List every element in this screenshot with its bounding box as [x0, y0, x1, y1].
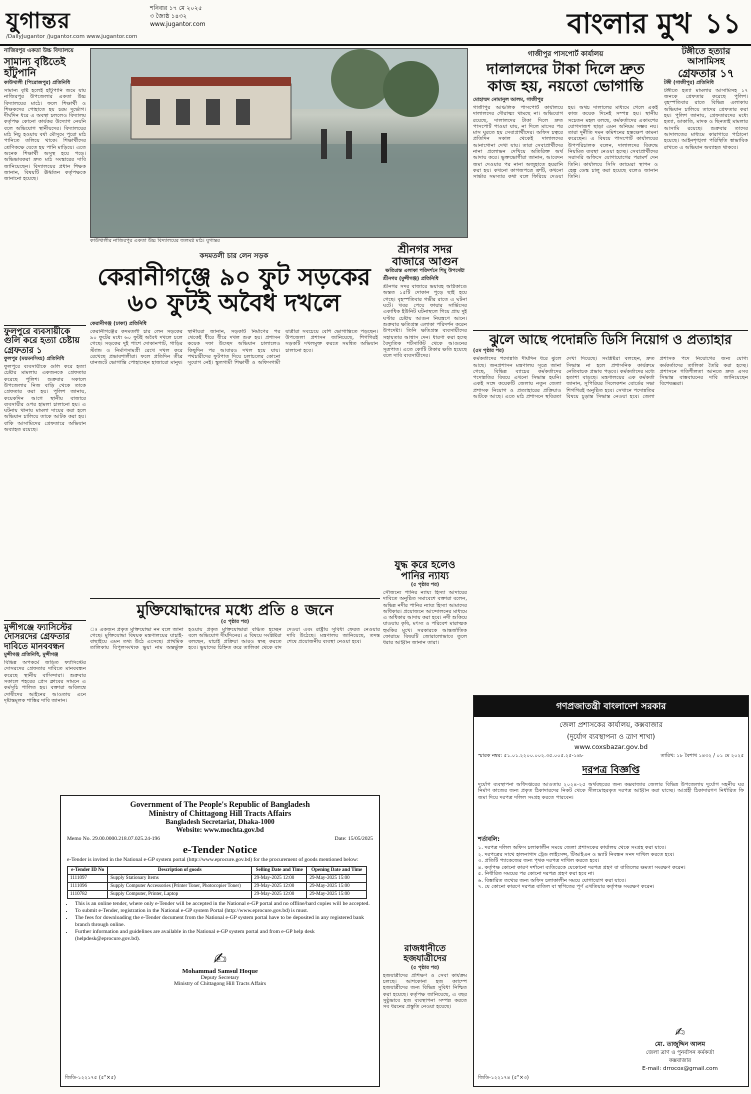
article-continued: (৫ পৃষ্ঠার পর) [220, 618, 250, 625]
list-item: ৫. নির্ধারিত সময়ের পর কোনো দরপত্র গ্রহণ করা হবে না। [478, 871, 595, 877]
tender-table [67, 866, 367, 899]
table-row [68, 875, 367, 883]
ad-title: দরপত্র বিজ্ঞপ্তি [582, 765, 640, 776]
article-water [383, 560, 467, 930]
page-title: বাংলার মুখ [567, 7, 691, 40]
article-freedom-fighters [90, 602, 380, 805]
article-body: টঙ্গীতে হত্যা মামলার আসামিসহ ১৭ জনকে গ্রেফতার করেছে পুলিশ। বৃহস্পতিবার রাতে বিভিন্ন এলাকায় অভিযান চালিয়ে তাদের গ্রেফতার করা হয়। পুলিশ জানায়, গ্রেফতারদের মধ্যে হত্যা, ডাকাতি, মাদক ও ছিনতাই মামলার আসামি রয়েছে। শুক্রবার তাদের আদালতের মাধ্যমে কারাগারে পাঠানো হয়েছে। আইনশৃঙ্খলা পরিস্থিতি স্বাভাবিক রাখতে এ অভিযান অব্যাহত থাকবে। [664, 87, 748, 151]
article-kicker: নাজিরপুর একতা উচ্চ বিদ্যালয়ে [4, 48, 74, 54]
table-cell: 29-May-2025 12:00 [252, 891, 307, 899]
article-hajj [383, 945, 467, 1083]
ad-terms [474, 845, 748, 891]
ad-date: তারিখ: ১৮ বৈশাখ ১৪৩২ / ০১ মে ২০২৫ [660, 753, 744, 759]
list-item: ২. দরপত্রের সাথে হালনাগাদ ট্রেড লাইসেন্স, টিআইএন ও ভ্যাট নিবন্ধন সনদ দাখিল করতে হবে। [478, 851, 675, 858]
ad-signer-title: Deputy Secretary [200, 975, 240, 981]
ad-website[interactable]: Website: www.mochta.gov.bd [176, 826, 264, 834]
table-cell: 1110782 [68, 891, 108, 899]
table-cell: 1111096 [68, 883, 108, 891]
ad-terms-label: শর্তাবলি: [478, 836, 500, 843]
tender-advertisement [60, 795, 380, 1087]
table-row [68, 883, 367, 891]
ad-signer-title: জেলা ত্রাণ ও পুনর্বাসন কর্মকর্তা [646, 1050, 714, 1056]
table-header: Selling Date and Time [252, 867, 307, 875]
flooded-school-illustration [91, 49, 467, 237]
table-cell: 29-May-2025 12:00 [252, 875, 307, 883]
date-gregorian: শনিবার ১৭ মে ২০২৫ [150, 5, 203, 12]
table-cell: Supply Computer, Printer, Laptop [108, 891, 252, 899]
ad-code: জিডি-১২২১৭৪ (৫"×৩) [478, 1075, 529, 1081]
divider [473, 330, 748, 331]
article-munshiganj [4, 624, 86, 800]
notice-advertisement [473, 695, 749, 1087]
article-byline: টঙ্গী (গাজীপুর) প্রতিনিধি [664, 79, 714, 86]
article-kicker: টঙ্গীতে হত্যার আসামিসহ [681, 47, 731, 67]
article-headline[interactable]: ফুলপুরে ব্যবসায়ীকে গুলি করে হত্যা চেষ্টায় গ্রেফতার ১ [4, 327, 80, 356]
article-continued: (৫ পৃষ্ঠার পর) [410, 582, 440, 588]
article-body: কেরানীগঞ্জের কদমতলী চার লেন সড়কের ৯০ ফুটের মধ্যে ৬০ ফুটই অবৈধ দখলে চলে গেছে। সড়কের দুই পাশে দোকানপাট, গাড়ির স্ট্যান্ড ও নির্মাণসামগ্রী রেখে দখল করে রেখেছে প্রভাবশালীরা। ফলে প্রতিদিন তীব্র যানজটে ভোগান্তি পোহাচ্ছেন হাজারো মানুষ। স্থানীয়রা জানান, সড়কটি নির্মাণের পর থেকেই ধীরে ধীরে দখল শুরু হয়। প্রশাসন কয়েক দফা উচ্ছেদ অভিযান চালালেও কিছুদিন পর আবারও দখল হয়ে যায়। পথচারীদের ফুটপাত দিয়ে চলাচলের কোনো সুযোগ নেই। স্কুলগামী শিক্ষার্থী ও অফিসগামী যাত্রীরা সবচেয়ে বেশি ভোগান্তিতে পড়ছেন। উপজেলা প্রশাসন জানিয়েছে, শিগগিরই সড়কটি দখলমুক্ত করতে সমন্বিত অভিযান চালানো হবে। [90, 328, 378, 367]
date-block [150, 5, 280, 29]
article-byline: মোহাম্মদ নোমানুল আলম, গাজীপুর [473, 97, 544, 103]
article-dc-appointment [473, 334, 748, 686]
article-headline[interactable]: মুক্তিযোদ্ধাদের মধ্যে প্রতি ৪ জনে [136, 601, 334, 619]
table-header: Description of goods [108, 867, 252, 875]
photo-caption: কাউখালীর নাজিরপুর একতা উচ্চ বিদ্যালয়ের জলমগ্ন মাঠ। যুগান্তর [90, 238, 220, 244]
article-byline: মুন্সীগঞ্জ প্রতিনিধি, মুন্সীগঞ্জ [4, 652, 59, 659]
article-byline: কেরানীগঞ্জ (ঢাকা) প্রতিনিধি [90, 320, 147, 327]
ad-signer: Mohammad Samsul Hoque [182, 968, 258, 975]
table-header: Opening Date and Time [307, 867, 367, 875]
article-body: শ্রীনগর সদর বাজারে ভয়াবহ অগ্নিকাণ্ডে অন্তত ১৫টি দোকান পুড়ে ছাই হয়ে গেছে। বৃহস্পতিবার গভীর রাতে এ ঘটনা ঘটে। খবর পেয়ে ফায়ার সার্ভিসের একাধিক ইউনিট ঘটনাস্থলে গিয়ে প্রায় দুই ঘণ্টার চেষ্টায় আগুন নিয়ন্ত্রণে আনে। শুক্রবার ক্ষতিগ্রস্ত এলাকা পরিদর্শন করেন উপদেষ্টা। তিনি ক্ষতিগ্রস্ত ব্যবসায়ীদের সহায়তার আশ্বাস দেন। ধারণা করা হচ্ছে বৈদ্যুতিক শর্টসার্কিট থেকে আগুনের সূত্রপাত। এতে কোটি টাকার ক্ষতি হয়েছে বলে দাবি ব্যবসায়ীদের। [383, 284, 467, 360]
list-item: ৩. প্রতিটি প্যাকেজের জন্য পৃথক দরপত্র দাখিল করতে হবে। [478, 858, 600, 864]
signature-icon: ✍ [213, 949, 227, 968]
article-headline[interactable]: যুদ্ধ করে হলেও পানির ন্যায্য [394, 560, 456, 582]
table-header-row [68, 867, 367, 875]
list-item: ৭. যে কোনো কারণে দরপত্র বাতিল বা স্থগিতের পূর্ণ এখতিয়ার কর্তৃপক্ষ সংরক্ষণ করেন। [478, 884, 655, 890]
table-header: e-Tender ID No [68, 867, 108, 875]
ad-memo: Memo No. 29.00.0000.218.07.025.24-196 [67, 836, 161, 842]
ad-email[interactable]: E-mail: drrocox@gmail.com [642, 1066, 718, 1072]
article-keraniganj [90, 250, 378, 619]
article-body: হজযাত্রীদের প্রশিক্ষণ ও সেবা কার্যক্রম চলছে। আশকোনা হজ ক্যাম্পে হজযাত্রীদের জন্য বিভিন্ন সুবিধা নিশ্চিত করা হয়েছে। কর্তৃপক্ষ জানিয়েছে, এ বছর সুষ্ঠুভাবে হজ ব্যবস্থাপনা সম্পন্ন করতে সব ধরনের প্রস্তুতি নেওয়া হয়েছে। [383, 972, 467, 1011]
social-links[interactable]: /DailyJugantor /jugantor.com www.jugantor.com [6, 34, 138, 40]
article-headline[interactable]: মুন্সীগঞ্জে ফ্যাসিস্টের দোসরদের গ্রেফতার দাবিতে মানববন্ধন [4, 623, 73, 652]
ad-memo: স্মারক নম্বর: ৫১.০১.২২০০.০০২.৩৫.০০৫.২৫-১৪৮ [478, 753, 584, 759]
article-gazipur [473, 48, 658, 330]
list-item: • To submit e-Tender, registration in the National e-GP system Portal (http://www.eprocure.gov.bd) is must. [75, 908, 371, 915]
article-tongi [664, 48, 748, 308]
date-bangla: ৩ জ্যৈষ্ঠ ১৪৩২ [150, 13, 187, 20]
masthead [0, 0, 751, 46]
article-body: সামান্য বৃষ্টি হলেই হাঁটুপানি জমে যায় নাজিরপুর উপজেলার একতা উচ্চ বিদ্যালয়ের মাঠে। ফলে শিক্ষার্থী ও শিক্ষকদের পোহাতে হয় চরম দুর্ভোগ। দীর্ঘদিন ধরে এ অবস্থা চললেও বিদ্যালয় কর্তৃপক্ষ কোনো কার্যকর উদ্যোগ নেয়নি বলে অভিযোগ স্থানীয়দের। বিদ্যালয়ের মাঠ নিচু হওয়ায় বর্ষা মৌসুমে পুরো মাঠ পানিতে তলিয়ে থাকে। শিক্ষার্থীদের শ্রেণিকক্ষে যেতে হয় পানি মাড়িয়ে। এতে অনেক শিক্ষার্থী অসুস্থ হয়ে পড়ে। অভিভাবকরা দ্রুত মাঠ সংস্কারের দাবি জানিয়েছেন। বিদ্যালয়ের প্রধান শিক্ষক জানান, বিষয়টি ঊর্ধ্বতন কর্তৃপক্ষকে জানানো হয়েছে। [4, 88, 86, 183]
ad-signature-block [620, 1025, 740, 1072]
ad-intro: e-Tender is invited in the National e-GP system portal (http://www.eprocure.gov.bd) for the procurement of goods mentioned below: [67, 857, 359, 863]
ad-code: জিডি-১২২১৭৫ (৫"×৫) [65, 1075, 116, 1081]
article-kicker: কদমতলী চার লেন সড়ক [199, 252, 269, 260]
ad-branch: (দুর্যোগ ব্যবস্থাপনা ও ত্রাণ শাখা) [566, 733, 656, 741]
article-byline: ফুলপুর (ময়মনসিংহ) প্রতিনিধি [4, 356, 65, 363]
signature-icon: ✍ [674, 1025, 686, 1039]
ad-body: দুর্যোগ ব্যবস্থাপনা অধিদপ্তরের আওতায় ২০২৪-২৫ অর্থবছরের জন্য কক্সবাজার জেলার বিভিন্ন উপজেলায় দুর্যোগ সহনীয় ঘর নির্মাণ কাজের জন্য প্রকৃত ঠিকাদারদের নিকট থেকে সীলমোহরকৃত দরপত্র আহ্বান করা যাচ্ছে। আগ্রহী ঠিকাদারগণ নির্ধারিত ফি জমা দিয়ে দরপত্র দলিল সংগ্রহ করতে পারবেন। [478, 782, 744, 801]
article-headline[interactable]: শ্রীনগর সদর বাজারে আগুন [392, 243, 458, 269]
divider [4, 620, 86, 621]
ad-title: e-Tender Notice [182, 844, 258, 856]
table-cell: 29-May-2025 15:00 [307, 891, 367, 899]
article-continued: (৫ম পৃষ্ঠার পর) [473, 348, 505, 355]
article-headline[interactable]: কেরানীগঞ্জে ৯০ ফুট সড়কের ৬০ ফুটই অবৈধ দখলে [97, 262, 371, 318]
article-body: বিভিন্ন অপকর্মে জড়িত ফ্যাসিস্টের দোসরদের গ্রেফতার দাবিতে মানববন্ধন করেছে স্থানীয় বাসিন্দারা। শুক্রবার সকালে শহরের প্রেস ক্লাবের সামনে এ কর্মসূচি পালিত হয়। বক্তারা অবিলম্বে দোষীদের আইনের আওতায় এনে দৃষ্টান্তমূলক শাস্তির দাবি জানান। [4, 660, 86, 704]
list-item: • This is an online tender, where only e-Tender will be accepted in the National e-GP portal and no offline/hard copies will be accepted. [75, 901, 371, 908]
ad-signer-org: Ministry of Chittagong Hill Tracts Affairs [173, 981, 267, 987]
article-kicker: গাজীপুর পাসপোর্ট কার্যালয় [527, 50, 604, 58]
ad-date: Date: 15/05/2025 [334, 836, 373, 842]
divider [4, 325, 86, 326]
list-item: ১. দরপত্র দলিল অফিস চলাকালীন সময়ে জেলা প্রশাসকের কার্যালয় থেকে সংগ্রহ করা যাবে। [478, 845, 666, 851]
table-row [68, 891, 367, 899]
ad-govt: Government of The People's Republic of Bangladesh [130, 800, 310, 809]
ad-office: জেলা প্রশাসকের কার্যালয়, কক্সবাজার [559, 721, 663, 729]
article-body: ফুলপুরে ব্যবসায়ীকে গুলি করে হত্যা চেষ্টার মামলায় একজনকে গ্রেফতার করেছে পুলিশ। শুক্রবার সকালে উপজেলার নিজ বাড়ি থেকে তাকে গ্রেফতার করা হয়। পুলিশ জানায়, কয়েকদিন আগে স্থানীয় বাজারে ব্যবসায়ীর ওপর হামলা চালানো হয়। এ ঘটনায় থানায় মামলা দায়ের করা হলে অভিযান চালিয়ে তাকে আটক করা হয়। বাকি আসামিদের গ্রেফতারে অভিযান অব্যাহত রয়েছে। [4, 364, 86, 433]
article-body: গাজীপুর আঞ্চলিক পাসপোর্ট কার্যালয়ে দালালদের দৌরাত্ম্য থামছে না। অভিযোগ রয়েছে, দালালদের টাকা দিলে দ্রুত পাসপোর্ট পাওয়া যায়, না দিলে মাসের পর মাস ঘুরতে হয় সেবাপ্রার্থীদের। অফিস চত্বরে প্রতিদিন সকাল থেকেই দালালদের আনাগোনা দেখা যায়। তারা সেবাপ্রার্থীদের নানা প্রলোভন দেখিয়ে অতিরিক্ত অর্থ আদায় করে। ভুক্তভোগীরা জানান, আবেদন জমা দেওয়ার পর নানা অজুহাতে হয়রানি করা হয়। কখনো কাগজপত্রে ত্রুটি, কখনো সার্ভার সমস্যার কথা বলে ফিরিয়ে দেওয়া হয়। অথচ দালালের মাধ্যমে গেলে একই কাজ কয়েক দিনেই সম্পন্ন হয়। স্থানীয় সচেতন মহল বলছে, কর্মকর্তাদের একাংশের যোগসাজশ ছাড়া এমন অনিয়ম সম্ভব নয়। তারা দুর্নীতি দমন কমিশনের হস্তক্ষেপ কামনা করেছেন। এ বিষয়ে পাসপোর্ট কার্যালয়ের উপপরিচালক বলেন, দালালদের বিরুদ্ধে নিয়মিত ব্যবস্থা নেওয়া হচ্ছে। সেবাপ্রার্থীদের সরাসরি অফিসে যোগাযোগের পরামর্শ দেন তিনি। কার্যালয়ে সিসি ক্যামেরা স্থাপন ও হেল্প ডেস্ক চালু করা হয়েছে বলেও জানান তিনি। [473, 105, 658, 181]
ad-signer: মো. তাজুদ্দিন আলম [654, 1041, 706, 1048]
website-link[interactable]: www.jugantor.com [150, 21, 206, 28]
table-cell: Supply Stationary Items [108, 875, 252, 883]
list-item: • The fees for downloading the e-Tender document from the National e-GP system portal have to be deposited in any registered bank branch through online. [75, 915, 371, 929]
ad-website[interactable]: www.coxsbazar.gov.bd [574, 743, 648, 751]
table-cell: 29-May-2025 15:00 [307, 875, 367, 883]
page-number: ১১ [704, 7, 741, 40]
divider [90, 598, 380, 599]
list-item: ৬. বিস্তারিত তথ্যের জন্য অফিস চলাকালীন সময়ে যোগাযোগ করা যাবে। [478, 877, 626, 884]
table-cell: 29-May-2025 12:00 [252, 883, 307, 891]
table-cell: 29-May-2025 15:00 [307, 883, 367, 891]
ad-govt: গণপ্রজাতন্ত্রী বাংলাদেশ সরকার [474, 696, 748, 717]
table-cell: Supply Computer Accessories (Printer Toner, Photocopier Toner) [108, 883, 252, 891]
table-cell: 1111097 [68, 875, 108, 883]
article-headline[interactable]: সামান্য বৃষ্টিতেই হাঁটুপানি [4, 57, 66, 79]
article-body: কর্মকর্তাদের পদোন্নতি দীর্ঘদিন ধরে ঝুলে আছে। জনপ্রশাসন মন্ত্রণালয় সূত্রে জানা গেছে, বিভিন্ন ব্যাচের কর্মকর্তাদের পদোন্নতির বিষয়ে এখনো সিদ্ধান্ত হয়নি। একই সঙ্গে কয়েকটি জেলায় নতুন জেলা প্রশাসক নিয়োগ ও প্রত্যাহারের প্রক্রিয়াও আটকে আছে। এতে মাঠ প্রশাসনে স্থবিরতা দেখা দিয়েছে। সংশ্লিষ্টরা বলছেন, দ্রুত সিদ্ধান্ত না হলে প্রশাসনিক কার্যক্রমে নেতিবাচক প্রভাব পড়বে। কর্মকর্তাদের মধ্যে হতাশা বাড়ছে। মন্ত্রণালয়ের এক কর্মকর্তা জানান, সুপিরিয়র সিলেকশন বোর্ডের সভা শিগগিরই অনুষ্ঠিত হবে। সেখানে পদোন্নতির বিষয়ে চূড়ান্ত সিদ্ধান্ত নেওয়া হবে। জেলা প্রশাসক পদে নিয়োগের জন্য যোগ্য কর্মকর্তাদের তালিকা তৈরি করা হচ্ছে। প্রশাসনে গতিশীলতা আনতে দ্রুত এসব সিদ্ধান্ত বাস্তবায়নের দাবি জানিয়েছেন বিশেষজ্ঞরা। [473, 356, 748, 401]
article-fulpur [4, 328, 86, 562]
ad-ministry: Ministry of Chittagong Hill Tracts Affairs [148, 809, 292, 818]
ad-address: Bangladesh Secretariat, Dhaka-1000 [165, 818, 275, 826]
article-headline[interactable]: গ্রেফতার ১৭ [677, 66, 735, 80]
list-item: • Further information and guidelines are available in the National e-GP system portal and from e-GP help desk (helpdesk@eprocure.gov.bd). [75, 929, 371, 943]
article-nazirpur [4, 48, 86, 298]
article-byline: শ্রীনগর (মুন্সীগঞ্জ) প্রতিনিধি [383, 276, 439, 283]
newspaper-logo: যুগান্তর [6, 8, 71, 34]
article-body: ঃ একজন প্রকৃত মুক্তিযোদ্ধা নন বলে জানা গেছে। মুক্তিযোদ্ধা বিষয়ক মন্ত্রণালয়ের যাচাই-বাছাইয়ে এমন তথ্য উঠে এসেছে। প্রাথমিক তালিকায় বিপুলসংখ্যক ভুয়া নাম অন্তর্ভুক্ত হওয়ায় প্রকৃত মুক্তিযোদ্ধারা বঞ্চিত হচ্ছেন বলে অভিযোগ দীর্ঘদিনের। এ বিষয়ে সংশ্লিষ্টরা বলছেন, যাচাই প্রক্রিয়া আরও স্বচ্ছ করতে হবে। ভুয়াদের চিহ্নিত করে তালিকা থেকে বাদ দেওয়া এবং রাষ্ট্রীয় সুবিধা ফেরত নেওয়ার দাবি উঠেছে। মন্ত্রণালয় জানিয়েছে, তদন্ত শেষে প্রয়োজনীয় ব্যবস্থা নেওয়া হবে। [90, 626, 380, 652]
news-photo [90, 48, 468, 238]
article-body: সৌজন্যে পানির ন্যায্য হিস্যা আদায়ের দাবিতে অনুষ্ঠিত সমাবেশে বক্তারা বলেন, অভিন্ন নদীর পানির ন্যায্য হিস্যা আমাদের অধিকার। প্রয়োজনে আন্দোলনের মাধ্যমে এ অধিকার আদায় করা হবে। নদী শুকিয়ে যাওয়ায় কৃষি, মৎস্য ও পরিবেশ মারাত্মক হুমকির মুখে। সরকারকে আন্তর্জাতিক ফোরামে বিষয়টি জোরালোভাবে তুলে ধরার আহ্বান জানান তারা। [383, 590, 467, 647]
article-subhead: ক্ষতিগ্রস্ত এলাকা পরিদর্শনে শিমু উপদেষ্টা [385, 268, 465, 275]
ad-signer-org: কক্সবাজার [668, 1058, 692, 1064]
tender-notes [75, 901, 371, 943]
article-headline[interactable]: ঝুলে আছে পদোন্নতি ডিসি নিয়োগ ও প্রত্যাহার [489, 333, 732, 348]
list-item: ৪. কর্তৃপক্ষ কোনো কারণ দর্শানো ব্যতিরেকে যেকোনো দরপত্র গ্রহণ বা বাতিলের ক্ষমতা সংরক্ষণ করেন। [478, 864, 686, 871]
article-srinagar [383, 244, 467, 584]
article-continued: (৫ পৃষ্ঠার পর) [410, 964, 440, 971]
article-headline[interactable]: রাজধানীতে হজযাত্রীদের [403, 944, 447, 964]
article-headline[interactable]: দালালদের টাকা দিলে দ্রুত কাজ হয়, নয়তো ভোগান্তি [486, 60, 645, 95]
article-byline: কাউখালী (পিরোজপুর) প্রতিনিধি [4, 80, 70, 86]
